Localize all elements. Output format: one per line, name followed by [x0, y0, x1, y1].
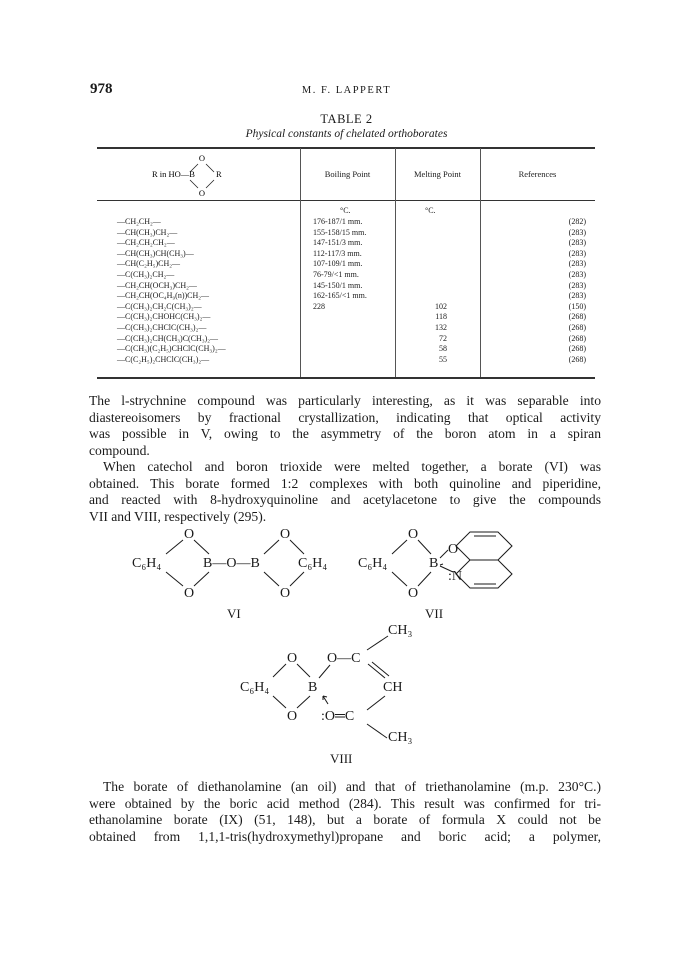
table-label: TABLE 2: [320, 112, 373, 126]
table-cell-mp: 118: [435, 312, 447, 322]
table-cell-r: —C(CH₃)₂CH(CH₃)C(CH₃)₂—: [117, 333, 219, 343]
table-cell-ref: (283): [568, 269, 586, 279]
atom-c6h4: C₆H₄: [298, 556, 328, 571]
structure-vi: [130, 522, 360, 604]
table-cell-ref: (283): [568, 238, 586, 248]
structure-label-vi: VI: [227, 606, 241, 621]
atom-b: B: [429, 556, 439, 571]
paragraph-strychnine: [89, 393, 601, 459]
table-cell-r: —C(CH₃)₂CHOHC(CH₃)₂—: [117, 312, 211, 322]
atom-o: O: [287, 651, 298, 666]
table-cell-ref: (283): [568, 280, 586, 290]
r-column-header-structure: [150, 150, 240, 198]
table-cell-r: —CH(C₂H₅)CH₂—: [117, 259, 181, 269]
paragraph-diethanolamine: [89, 779, 601, 845]
table-cell-ref: (268): [568, 312, 586, 322]
table-header-rule: [97, 200, 595, 201]
page-number: 978: [90, 81, 113, 97]
table-cell-ref: (150): [568, 301, 586, 311]
table-cell-ref: (283): [568, 259, 586, 269]
text-line: obtained from 1,1,1-tris(hydroxymethyl)propane and boric acid; a polymer,: [89, 828, 601, 844]
text-line: ethanolamine borate (IX) (51, 148), but a borate of formula X could not be: [89, 812, 601, 827]
atom-o: O: [448, 542, 459, 557]
atom-o: O: [184, 586, 195, 601]
table-cell-bp: [313, 355, 367, 366]
table-cell-bp: 176-187/1 mm.: [313, 217, 363, 226]
table-cell-ref: (283): [568, 248, 586, 258]
references-column: [480, 217, 586, 365]
atom-o: O: [280, 527, 291, 542]
text-line: obtained. This borate formed 1:2 complexes with both quinoline and piperidine,: [89, 475, 601, 491]
boiling-point-header: Boiling Point: [324, 169, 371, 179]
atom-c6h4: C₆H₄: [358, 556, 388, 571]
table-cell-r: —CH(CH₃)CH₂—: [117, 227, 178, 237]
boiling-unit: °C.: [340, 206, 351, 215]
atom-b-o-b: B—O—B: [203, 556, 260, 571]
table-cell-bp: [313, 334, 367, 345]
r-column: [117, 217, 226, 365]
table-cell-mp: [395, 228, 447, 239]
structure-viii: [235, 620, 435, 745]
table-cell-r: —C(C₂H₅)₂CHClC(CH₃)₂—: [117, 354, 210, 364]
column-divider: [300, 148, 301, 377]
table-cell-bp: [313, 323, 367, 334]
text-line: was possible in V, owing to the asymmetry of the boron atom in a spiran: [89, 426, 601, 441]
table-cell-r: —C(CH₃)₂CH₂C(CH₃)₂—: [117, 301, 202, 311]
atom-b: B: [308, 680, 318, 695]
table-cell-bp: 155-158/15 mm.: [313, 227, 367, 237]
atom-ch3: CH₃: [388, 730, 413, 745]
table-cell-ref: (268): [568, 322, 586, 332]
table-cell-mp: [395, 238, 447, 249]
melting-point-column: [395, 217, 447, 365]
table-caption: Physical constants of chelated orthoborates: [245, 128, 448, 140]
text-line: VII and VIII, respectively (295).: [89, 508, 267, 524]
table-cell-bp: [313, 312, 367, 323]
atom-o-c: O—C: [327, 651, 361, 666]
text-line: and reacted with 8-hydroxyquinoline and acetylacetone to give the compounds: [89, 492, 601, 507]
atom-o: O: [408, 527, 419, 542]
table-cell-r: —CH₂CH₂CH₂—: [117, 238, 175, 248]
table-cell-ref: (283): [568, 291, 586, 301]
table-cell-ref: (268): [568, 354, 586, 364]
melting-point-header: Melting Point: [414, 169, 461, 179]
text-line: The borate of diethanolamine (an oil) and that of triethanolamine (m.p. 230°C.): [103, 779, 601, 794]
boiling-point-column: [313, 217, 367, 365]
table-cell-mp: 55: [439, 354, 447, 364]
header-r-label: R in HO—B: [152, 169, 195, 179]
atom-o: O: [287, 709, 298, 724]
table-cell-mp: 58: [439, 344, 447, 354]
table-cell-bp: 107-109/1 mm.: [313, 259, 363, 269]
table-cell-bp: [313, 344, 367, 355]
table-cell-bp: 228: [313, 301, 325, 311]
table-cell-r: —C(CH₃)₂CHClC(CH₃)₂—: [117, 322, 207, 332]
text-line: When catechol and boron trioxide were melted together, a borate (VI) was: [103, 459, 601, 474]
table-cell-mp: [395, 281, 447, 292]
table-cell-bp: 112-117/3 mm.: [313, 248, 362, 258]
table-cell-mp: [395, 270, 447, 281]
running-head: M. F. LAPPERT: [301, 85, 392, 96]
table-cell-r: —CH₂CH(OC₄H₉(n))CH₂—: [117, 291, 210, 301]
paragraph-catechol: [89, 459, 601, 525]
table-cell-r: —C(CH₃)(C₂H₅)CHClC(CH₃)₂—: [117, 344, 226, 354]
table-cell-r: —CH(CH₃)CH(CH₃)—: [117, 248, 194, 258]
header-o-top: O: [198, 153, 206, 163]
table-cell-bp: 76-79/<1 mm.: [313, 269, 359, 279]
atom-o: O: [280, 586, 291, 601]
table-bottom-rule: [97, 377, 595, 379]
table-cell-bp: 145-150/1 mm.: [313, 280, 363, 290]
table-cell-r: —C(CH₃)₂CH₂—: [117, 269, 175, 279]
table-top-rule: [97, 147, 595, 149]
atom-ch3: CH₃: [388, 623, 413, 638]
table-cell-mp: [395, 291, 447, 302]
table-cell-ref: (282): [568, 217, 586, 226]
table-cell-r: —CH₂CH(OCH₃)CH₂—: [117, 280, 197, 290]
table-cell-r: —CH₂CH₂—: [117, 217, 161, 226]
structure-label-viii: VIII: [330, 751, 353, 766]
structure-label-vii: VII: [425, 606, 444, 621]
references-header: References: [518, 169, 557, 179]
header-o-bottom: O: [198, 188, 206, 198]
atom-o-eq-c: :O═C: [321, 709, 355, 724]
text-line: compound.: [89, 442, 150, 458]
structure-vii: [358, 522, 528, 604]
atom-ch: CH: [383, 680, 403, 695]
table-cell-bp: 147-151/3 mm.: [313, 238, 363, 248]
atom-n: :N: [448, 569, 462, 584]
table-cell-mp: 132: [435, 322, 447, 332]
melting-unit: °C.: [425, 206, 436, 215]
table-cell-bp: 162-165/<1 mm.: [313, 291, 367, 301]
table-cell-ref: (283): [568, 227, 586, 237]
atom-o: O: [184, 527, 195, 542]
atom-o: O: [408, 586, 419, 601]
table-cell-mp: [395, 217, 447, 228]
atom-c6h4: C₆H₄: [132, 556, 162, 571]
header-r-mark: R: [216, 169, 222, 179]
table-cell-ref: (268): [568, 344, 586, 354]
text-line: were obtained by the boric acid method (284). This result was confirmed for tri-: [89, 795, 601, 811]
text-line: The l-strychnine compound was particularly interesting, as it was separable into: [89, 393, 601, 408]
table-cell-mp: 102: [435, 301, 447, 311]
atom-c6h4: C₆H₄: [240, 680, 270, 695]
table-cell-mp: [395, 259, 447, 270]
text-line: diastereoisomers by fractional crystallization, indicating that optical activity: [89, 409, 601, 425]
table-cell-mp: [395, 249, 447, 260]
table-cell-mp: 72: [439, 333, 447, 343]
table-cell-ref: (268): [568, 333, 586, 343]
